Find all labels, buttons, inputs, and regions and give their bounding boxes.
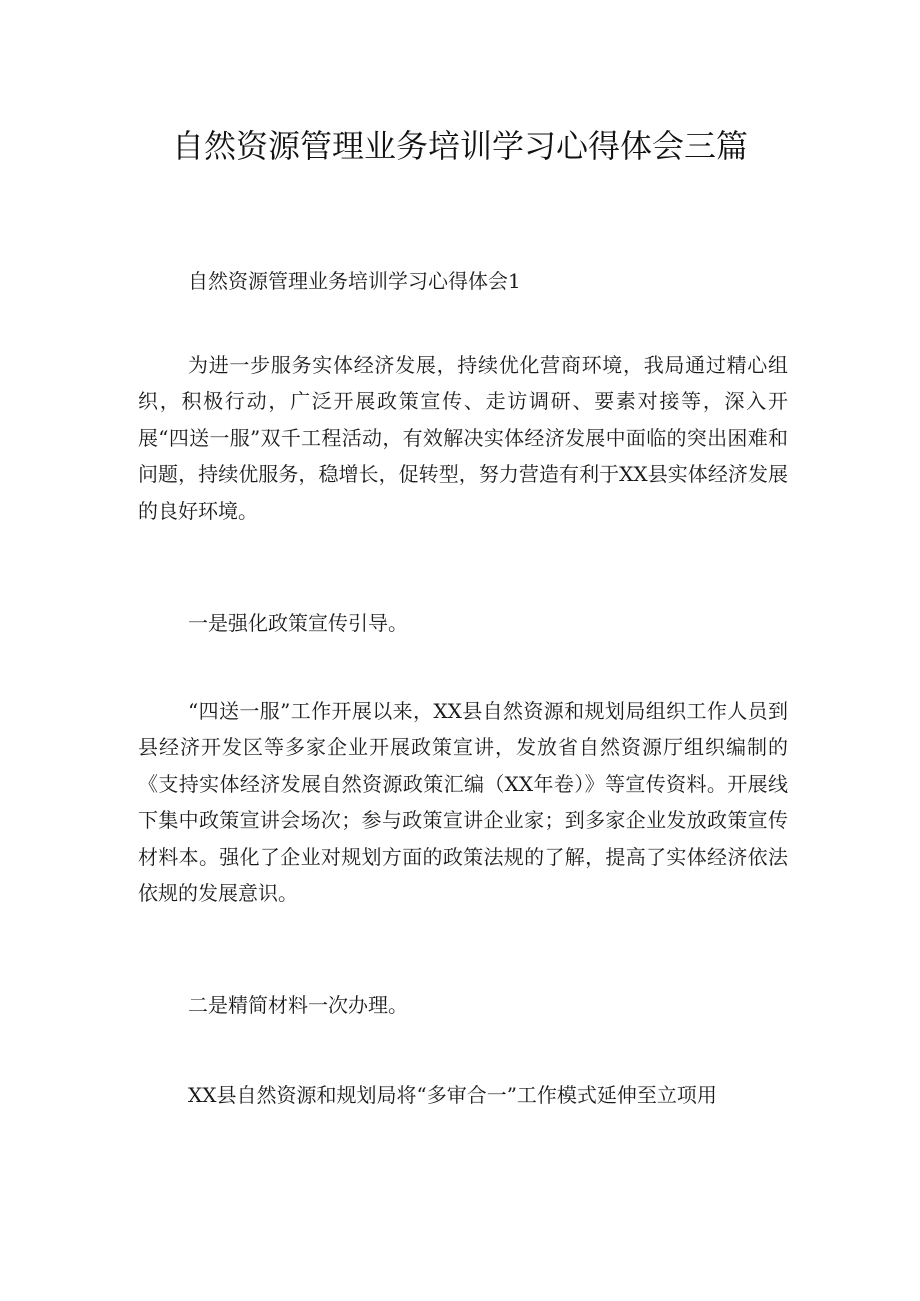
section-heading-2: 二是精简材料一次办理。 — [188, 993, 408, 1017]
body-paragraph-1: 为进一步服务实体经济发展，持续优化营商环境，我局通过精心组织，积极行动，广泛开展政策宣传、走访调研、要素对接等，深入开展“四送一服”双千工程活动，有效解决实体经济发展中面临的突出困难和问题，持续优服务，稳增长，促转型，努力营造有利于XX县实体经济发展的良好环境。 — [138, 353, 788, 523]
section-subtitle: 自然资源管理业务培训学习心得体会1 — [188, 269, 521, 293]
section-heading-1: 一是强化政策宣传引导。 — [188, 611, 408, 635]
document-title: 自然资源管理业务培训学习心得体会三篇 — [171, 127, 748, 165]
body-paragraph-2: “四送一服”工作开展以来，XX县自然资源和规划局组织工作人员到县经济开发区等多家企业开展政策宣讲，发放省自然资源厅组织编制的《支持实体经济发展自然资源政策汇编（XX年卷）》等宣传资料。开展线下集中政策宣讲会场次；参与政策宣讲企业家；到多家企业发放政策宣传材料本。强化了企业对规划方面的政策法规的了解，提高了实体经济依法依规的发展意识。 — [138, 699, 788, 906]
body-paragraph-3: XX县自然资源和规划局将“多审合一”工作模式延伸至立项用 — [188, 1083, 717, 1107]
